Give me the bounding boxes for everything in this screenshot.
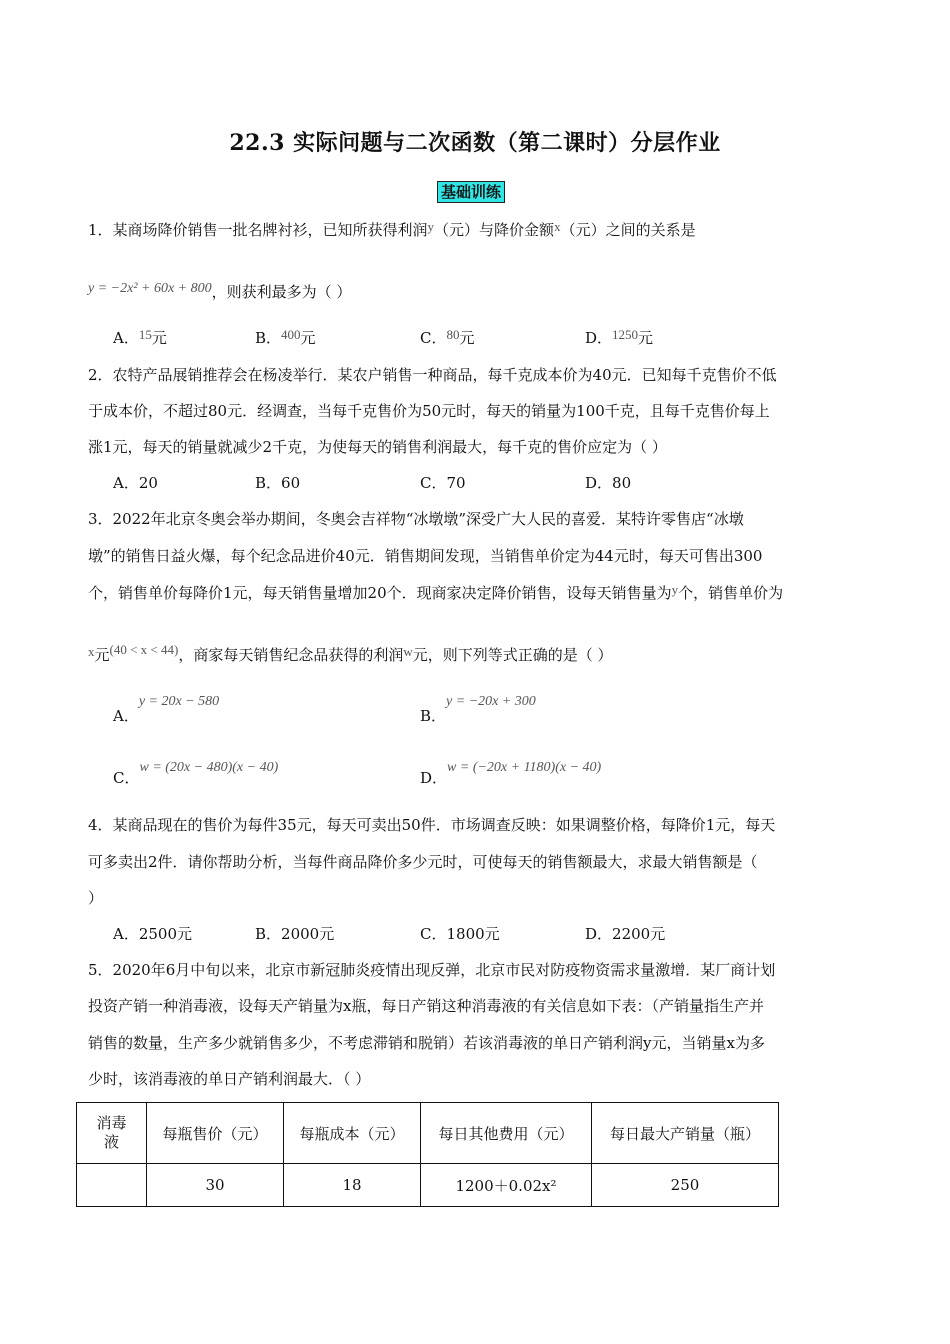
question-2-line-2: 于成本价，不超过80元．经调查，当每千克售价为50元时，每天的销量为100千克，且每千克售价每上 <box>88 402 770 420</box>
q3-range: (40 < x < 44) <box>109 642 179 657</box>
table-cell: 250 <box>592 1164 779 1207</box>
table-row <box>77 1164 779 1207</box>
q3-option-c[interactable]: C．w = (20x − 480)(x − 40) <box>113 760 279 787</box>
question-2-line-3: 涨1元，每天的销量就减少2千克，为使每天的销售利润最大，每千克的售价应定为（ ） <box>88 438 667 456</box>
q1-text-part: 1．某商场降价销售一批名牌衬衫，已知所获得利润 <box>88 221 428 239</box>
table-cell: 30 <box>147 1164 284 1207</box>
table-header-cell: 消毒液 <box>77 1103 147 1164</box>
question-1-formula-line <box>88 282 351 304</box>
table-header-cell: 每瓶成本（元） <box>284 1103 421 1164</box>
question-4-line-2: 可多卖出2件．请你帮助分析，当每件商品降价多少元时，可使每天的销售额最大，求最大销售额是（ <box>88 853 758 871</box>
q1-var-y: y <box>427 219 435 234</box>
q5-info-table <box>76 1102 779 1207</box>
q3-var-w: w <box>403 644 413 659</box>
q3-text-part: 元，则下列等式正确的是（ ） <box>412 646 613 664</box>
question-3-line-1: 3．2022年北京冬奥会举办期间，冬奥会吉祥物“冰墩墩”深受广大人民的喜爱．某特许零售店“冰墩 <box>88 510 744 528</box>
question-4-line-3: ） <box>88 889 104 907</box>
table-cell <box>77 1164 147 1207</box>
q4-option-c[interactable]: C．1800元 <box>420 925 500 943</box>
q3-text-part: ，商家每天销售纪念品获得的利润 <box>178 646 404 664</box>
q3-text-part: 元 <box>94 646 110 664</box>
q1-formula: y = −2x² + 60x + 800 <box>88 281 212 296</box>
q1-var-x: x <box>554 219 561 234</box>
page-title: 22.3 实际问题与二次函数（第二课时）分层作业 <box>229 130 721 156</box>
q1-option-b[interactable]: B．400元 <box>255 327 316 347</box>
question-5-line-2: 投资产销一种消毒液，设每天产销量为x瓶，每日产销这种消毒液的有关信息如下表：（产销量指生产并 <box>88 997 764 1015</box>
question-3-line-2: 墩”的销售日益火爆，每个纪念品进价40元．销售期间发现，当销售单价定为44元时，每天可售出300 <box>88 547 763 565</box>
q3-option-a[interactable]: A．y = 20x − 580 <box>113 694 220 725</box>
q3-text-part: 个，销售单价为 <box>678 584 784 602</box>
question-5-line-1: 5．2020年6月中旬以来，北京市新冠肺炎疫情出现反弹，北京市民对防疫物资需求量激增．某厂商计划 <box>88 961 776 979</box>
question-4-line-1: 4．某商品现在的售价为每件35元，每天可卖出50件．市场调查反映：如果调整价格，每降价1元，每天 <box>88 816 776 834</box>
question-3-line-4 <box>88 642 613 666</box>
q2-option-c[interactable]: C．70 <box>420 474 466 492</box>
question-3-line-3 <box>88 583 783 604</box>
q1-option-d[interactable]: D．1250元 <box>585 327 654 347</box>
table-header-cell: 每日其他费用（元） <box>421 1103 592 1164</box>
question-5-line-4: 少时，该消毒液的单日产销利润最大．（ ） <box>88 1070 371 1088</box>
q1-text-part: （元）之间的关系是 <box>560 221 696 239</box>
q4-option-a[interactable]: A．2500元 <box>113 925 193 943</box>
q1-text-part: （元）与降价金额 <box>434 221 555 239</box>
q3-text-part: 个，销售单价每降价1元，每天销售量增加20个．现商家决定降价销售，设每天销售量为 <box>88 584 672 602</box>
q1-option-c[interactable]: C．80元 <box>420 327 475 347</box>
table-header-row <box>77 1103 779 1164</box>
section-label: 基础训练 <box>437 181 505 203</box>
table-cell: 1200＋0.02x² <box>421 1164 592 1207</box>
q2-option-b[interactable]: B．60 <box>255 474 301 492</box>
table-header-cell: 每日最大产销量（瓶） <box>592 1103 779 1164</box>
q3-option-b[interactable]: B．y = −20x + 300 <box>420 694 536 725</box>
question-1-text <box>88 220 696 241</box>
q3-var-y: y <box>671 582 679 597</box>
table-header-cell: 每瓶售价（元） <box>147 1103 284 1164</box>
q2-option-a[interactable]: A．20 <box>113 474 158 492</box>
question-2-line-1: 2．农特产品展销推荐会在杨凌举行．某农户销售一种商品，每千克成本价为40元．已知每千克售价不低 <box>88 366 777 384</box>
q4-option-b[interactable]: B．2000元 <box>255 925 335 943</box>
q4-option-d[interactable]: D．2200元 <box>585 925 666 943</box>
q2-option-d[interactable]: D．80 <box>585 474 632 492</box>
question-5-line-3: 销售的数量，生产多少就销售多少，不考虑滞销和脱销）若该消毒液的单日产销利润y元，当销量x为多 <box>88 1034 765 1052</box>
q3-option-d[interactable]: D．w = (−20x + 1180)(x − 40) <box>420 760 602 787</box>
q3-var-x: x <box>88 644 95 659</box>
table-cell: 18 <box>284 1164 421 1207</box>
q1-text-part: ，则获利最多为（ ） <box>211 283 352 301</box>
q1-option-a[interactable]: A．15元 <box>113 327 167 347</box>
